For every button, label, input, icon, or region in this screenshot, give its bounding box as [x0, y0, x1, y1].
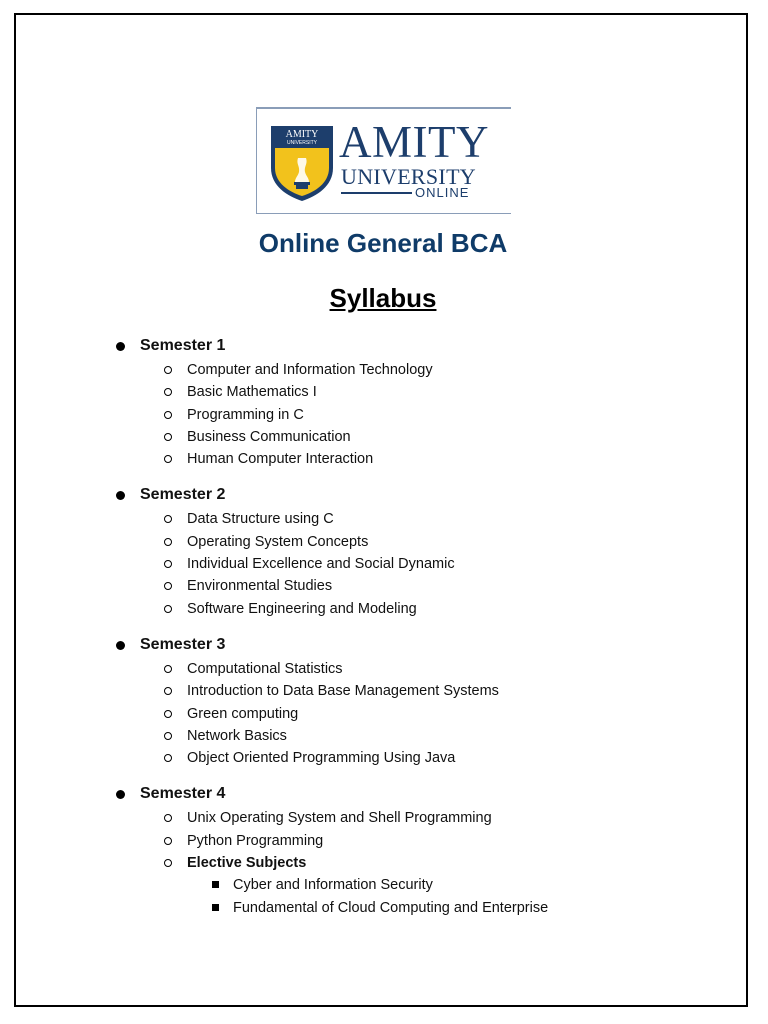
semester-list [16, 335, 750, 933]
subject-item: Software Engineering and Modeling [187, 600, 417, 617]
semester-4 [16, 783, 750, 918]
subject-item: Programming in C [187, 406, 304, 423]
circle-bullet-icon [164, 560, 172, 568]
subject-item: Computer and Information Technology [187, 362, 433, 378]
semester-label: Semester 3 [140, 635, 226, 653]
logo-university: UNIVERSITY [341, 164, 476, 189]
subject-item: Operating System Concepts [187, 533, 369, 550]
circle-bullet-icon [164, 582, 172, 590]
page-title: Online General BCA [258, 228, 508, 258]
semester-1 [16, 335, 750, 470]
subject-item: Computational Statistics [187, 660, 343, 677]
bullet-icon [116, 491, 125, 500]
bullet-icon [116, 790, 125, 799]
circle-bullet-icon [164, 388, 172, 396]
subject-item: Basic Mathematics I [187, 384, 317, 401]
document-page [14, 13, 748, 1007]
circle-bullet-icon [164, 710, 172, 718]
circle-bullet-icon [164, 687, 172, 695]
semester-label: Semester 1 [140, 337, 226, 354]
logo-online: ONLINE [415, 185, 470, 200]
subject-item: Unix Operating System and Shell Programming [187, 810, 492, 827]
circle-bullet-icon [164, 732, 172, 740]
square-bullet-icon [212, 881, 219, 888]
shield-emblem-icon [269, 124, 335, 202]
circle-bullet-icon [164, 433, 172, 441]
subject-item: Green computing [187, 705, 299, 722]
circle-bullet-icon [164, 814, 172, 822]
circle-bullet-icon [164, 605, 172, 613]
elective-subject-item: Cyber and Information Security [233, 877, 433, 894]
subject-item: Object Oriented Programming Using Java [187, 750, 456, 767]
shield-text-bottom: UNIVERSITY [286, 140, 318, 146]
semester-label: Semester 2 [140, 486, 226, 504]
square-bullet-icon [212, 904, 219, 911]
subject-item: Business Communication [187, 428, 351, 445]
amity-logo [256, 107, 511, 214]
circle-bullet-icon [164, 538, 172, 546]
circle-bullet-icon [164, 515, 172, 523]
circle-bullet-icon [164, 411, 172, 419]
circle-bullet-icon [164, 366, 172, 374]
subject-item: Introduction to Data Base Management Systems [187, 683, 499, 700]
bullet-icon [116, 641, 125, 650]
page-subtitle: Syllabus [329, 283, 437, 313]
circle-bullet-icon [164, 754, 172, 762]
logo-name: AMITY [339, 117, 489, 167]
subject-item: Individual Excellence and Social Dynamic [187, 556, 455, 573]
subject-item: Network Basics [187, 727, 287, 744]
subject-item: Data Structure using C [187, 511, 334, 528]
circle-bullet-icon [164, 455, 172, 463]
logo-divider [341, 192, 412, 194]
circle-bullet-icon [164, 837, 172, 845]
semester-label: Semester 4 [140, 785, 226, 803]
elective-label: Elective Subjects [187, 855, 307, 872]
subject-item: Human Computer Interaction [187, 451, 374, 468]
subject-item: Environmental Studies [187, 578, 333, 595]
semester-3 [16, 634, 750, 769]
bullet-icon [116, 342, 125, 351]
circle-bullet-icon [164, 665, 172, 673]
elective-subject-item: Fundamental of Cloud Computing and Enterprise [233, 899, 549, 916]
circle-bullet-icon [164, 859, 172, 867]
semester-2 [16, 484, 750, 619]
shield-text-top: AMITY [285, 129, 319, 140]
subject-item: Python Programming [187, 832, 324, 849]
